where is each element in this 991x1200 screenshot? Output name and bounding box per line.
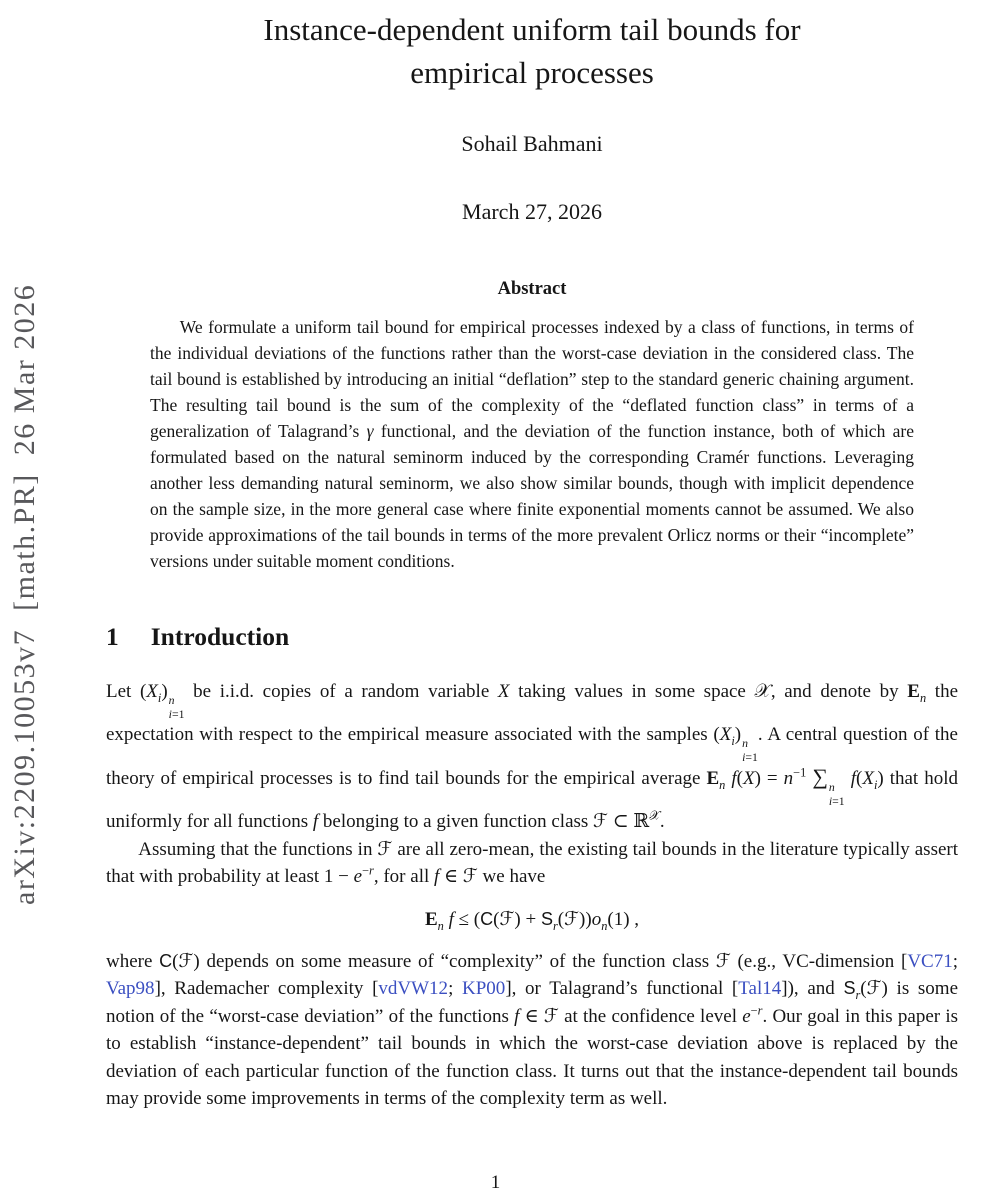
display-equation: $E_n$ f ≤ (C(ℱ) + $S_r(ℱ))o_n(1)$ , (424, 908, 640, 933)
arxiv-watermark: arXiv:2209.10053v7 [math.PR] 26 Mar 2026 (8, 283, 41, 905)
section-title: Introduction (150, 622, 290, 651)
paper-title (106, 8, 958, 94)
intro-paragraph-3: where C(ℱ) depends on some measure of “complexity” of the function class ℱ (e.g., VC-dimension [VC71; Vap98], Rademacher complexity [vdVW12; KP00], or Talagrand’s functional [Tal14]), and $S_r(ℱ)$ is some notion of the “worst-case deviation” of the functions f ∈ ℱ at the confidence level $e^{-r}$. Our goal in this paper is to establish “instance-dependent” tail bounds in which the worst-case deviation above is replaced by the deviation of each particular function of the function class. It turns out that the instance-dependent tail bounds may provide some improvements in terms of the complexity term as well. (106, 950, 959, 1110)
page-number: 1 (490, 1172, 501, 1193)
intro-paragraph-1: Let $(X_i)$ n i=1 be i.i.d. copies of a random variable X taking values in some space 𝒳, and denote by $E_n$ the expectation with respect to the empirical measure associated with the samples $(X_i)$ n i=1 . A central question of the theory of empirical processes is to find tail bounds for the empirical average $E_n$ $f(X) = n^{-1}$ ∑ n i=1 $f(X_i)$ that hold uniformly for all functions f belonging to a given function class ℱ ⊂ ℝ$^𝒳$. (106, 681, 958, 833)
paper-date: March 27, 2026 (462, 199, 602, 224)
abstract-text: We formulate a uniform tail bound for empirical processes indexed by a class of functions, in terms of the individual deviations of the functions rather than the worst-case deviation in the considered class. The tail bound is established by introducing an initial “deflation” step to the standard generic chaining argument. The resulting tail bound is the sum of the complexity of the “deflated function class” in terms of a generalization of Talagrand’s γ functional, and the deviation of the function instance, both of which are formulated based on the natural seminorm induced by the corresponding Cramér functions. Leveraging another less demanding natural seminorm, we also show similar bounds, though with implicit dependence on the sample size, in the more general case where finite exponential moments cannot be assumed. We also provide approximations of the tail bounds in terms of the more prevalent Orlicz norms or their “incomplete” versions under suitable moment conditions. (150, 317, 914, 571)
section-heading-introduction (106, 622, 958, 652)
paper-content (106, 0, 958, 1113)
author-name: Sohail Bahmani (461, 131, 603, 156)
section-number: 1 (106, 622, 119, 651)
title-line-1: Instance-dependent uniform tail bounds for (263, 12, 801, 47)
citation-link[interactable]: KP00 (462, 978, 506, 1000)
title-line-2: empirical processes (410, 55, 654, 90)
citation-link[interactable]: Tal14 (738, 978, 782, 1000)
citation-link[interactable]: Vap98 (106, 978, 155, 1000)
citation-link[interactable]: vdVW12 (378, 978, 449, 1000)
citation-link[interactable]: VC71 (907, 950, 953, 972)
intro-paragraph-2: Assuming that the functions in ℱ are all zero-mean, the existing tail bounds in the literature typically assert that with probability at least $1 - e^{-r}$, for all f ∈ ℱ we have (106, 838, 958, 888)
abstract-heading: Abstract (497, 279, 567, 299)
